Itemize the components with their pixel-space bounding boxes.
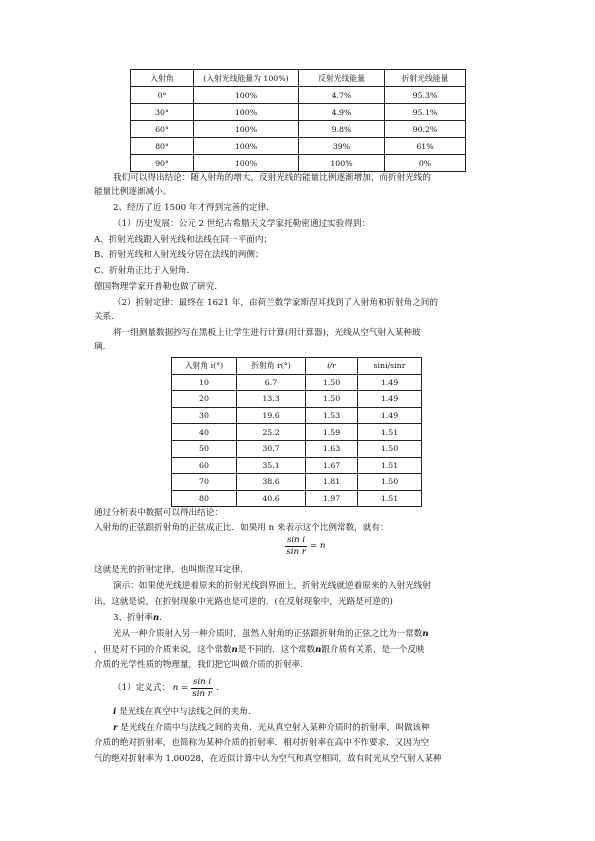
paragraph-measurement: 将一组测量数据抄写在黑板上让学生进行计算(用计算器)，光线从空气射入某种玻 [113,328,421,338]
table-cell: 1.97 [306,490,358,507]
text-span: 是不同的．这个常数 [237,645,316,655]
paragraph-index-def [113,629,429,640]
variable-n: n [422,629,429,639]
table-cell: 40.6 [237,490,306,507]
table-cell: 9.8% [299,121,385,138]
table-cell: 1.49 [358,407,422,424]
table-cell: 100% [194,121,299,138]
paragraph-history: （1）历史发展：公元 2 世纪古希腊天文学家托勒密通过实验得到： [113,219,371,229]
table-cell: 19.6 [237,407,306,424]
table-cell: 60 [172,457,237,474]
table-cell: 39% [299,138,385,155]
equation-fraction [285,535,307,558]
table-cell: 4.7% [299,87,385,104]
equation-end: . [215,683,219,693]
snell-equation [285,535,325,558]
table-cell: 6.7 [237,374,306,391]
table-cell: 1.53 [306,407,358,424]
table-row [131,87,466,104]
paragraph-snell-law: 这就是光的折射定律，也叫斯涅耳定律. [94,565,243,575]
text-span: 跟介质有关系，是一个反映 [321,645,425,655]
text-span: 是光线在介质中与法线之间的夹角．光从真空射入某种介质时的折射率，叫做该种 [117,723,430,733]
table-cell: 1.49 [358,391,422,408]
paragraph-index-def-cont [94,645,425,656]
table-cell: 80° [131,138,194,155]
paragraph-demo-cont: 出，这就是说，在折射现象中光路也是可逆的．(在反射现象中，光路是可逆的) [94,597,393,607]
table-row [131,104,466,121]
paragraph-r-def-cont: 介质的绝对折射率，也简称为某种介质的折射率．相对折射率在高中不作要求．又因为空 [94,738,430,748]
variable-r: r [113,723,118,733]
table-header-cell: i/r [306,358,358,375]
table-cell: 13.3 [237,391,306,408]
table-cell: 1.59 [306,424,358,441]
table-header-cell: 折射光线能量 [385,70,466,87]
table-cell: 61% [385,138,466,155]
heading-punct: . [159,613,162,623]
table-row [172,474,422,491]
table-cell: 20 [172,391,237,408]
table-cell: 1.81 [306,474,358,491]
variable-n: n [315,645,322,655]
table-row [131,155,466,172]
table-header-cell: 入射角 [131,70,194,87]
table-cell: 1.50 [358,474,422,491]
table-header-cell: 入射角 i(°) [172,358,237,375]
equation-rhs: = n [309,541,326,551]
table-cell: 50 [172,440,237,457]
table-row [172,490,422,507]
variable-i: i [113,707,117,717]
paragraph-r-def-end: 气的绝对折射率为 1.00028，在近似计算中认为空气和真空相同，故有时光从空气射入某种 [94,754,442,764]
table-cell: 100% [299,155,385,172]
table-cell: 38.6 [237,474,306,491]
equation-numerator: sin i [287,535,306,545]
equation-denominator: sin r [286,547,306,557]
table-row [131,121,466,138]
variable-n: n [152,613,160,623]
table-row [131,138,466,155]
table-cell: 95.3% [385,87,466,104]
table-cell: 30° [131,104,194,121]
paragraph-measurement-cont: 璃. [94,342,106,352]
table-header-cell: (入射光线能量为 100%) [194,70,299,87]
table-cell: 1.67 [306,457,358,474]
section-heading-3 [113,613,162,624]
definition-label: （1）定义式： [113,683,171,693]
table-body [172,374,422,507]
table-header-cell: 折射角 r(°) [237,358,306,375]
table-cell: 90° [131,155,194,172]
table-cell: 0% [385,155,466,172]
table-body [131,87,466,172]
table-cell: 1.51 [358,424,422,441]
paragraph-r-def [113,723,430,734]
table-cell: 30 [172,407,237,424]
table-cell: 60° [131,121,194,138]
paragraph-law: （2）折射定律：最终在 1621 年，由荷兰数学家斯涅耳找到了入射角和折射角之间的 [113,298,438,308]
definition-line [113,677,219,700]
table-row [172,391,422,408]
table-cell: 25.2 [237,424,306,441]
table-cell: 35.1 [237,457,306,474]
table-header-row [131,70,466,87]
table-cell: 1.50 [358,440,422,457]
text-span: 光从一种介质射入另一种介质时，虽然入射角的正弦跟折射角的正弦之比为一常数 [113,629,423,639]
table-cell: 10 [172,374,237,391]
equation-denominator: sin r [192,689,212,699]
table-cell: 1.49 [358,374,422,391]
paragraph-analysis: 通过分析表中数据可以得出结论： [94,508,223,518]
table-cell: 100% [194,138,299,155]
text-span: ，但是对不同的介质来说，这个常数 [94,645,232,655]
section-heading-2: 2、经历了近 1500 年才得到完善的定律. [113,203,269,213]
refraction-data-table [171,357,422,507]
equation-lhs: n = [172,683,189,693]
table-row [172,374,422,391]
table-row [172,457,422,474]
paragraph-demo: 演示：如果使光线逆着原来的折射光线到界面上，折射光线就逆着原来的入射光线射 [113,581,431,591]
energy-table [130,69,466,172]
table-cell: 40 [172,424,237,441]
paragraph-conclusion-cont: 能量比例逐渐减小。 [94,187,172,197]
text-span: 是光线在真空中与法线之间的夹角. [116,707,251,717]
table-row [172,440,422,457]
heading-text: 3、折射率 [113,613,153,623]
table-cell: 95.1% [385,104,466,121]
paragraph-index-def-end: 介质的光学性质的物理量，我们把它叫做介质的折射率. [94,660,303,670]
table-header-row [172,358,422,375]
paragraph-law-cont: 关系. [94,312,114,322]
table-cell: 100% [194,104,299,121]
table-cell: 90.2% [385,121,466,138]
paragraph-i-def [113,707,251,718]
table-cell: 4.9% [299,104,385,121]
equation-numerator: sin i [192,677,212,687]
table-cell: 30.7 [237,440,306,457]
list-item-a: A、折射光线跟入射光线和法线在同一平面内； [94,235,273,245]
table-row [172,424,422,441]
table-cell: 1.63 [306,440,358,457]
variable-n: n [231,645,238,655]
paragraph-kepler: 德国物理学家开普勒也做了研究. [94,282,218,292]
table-cell: 1.50 [306,374,358,391]
table-header-cell: sini/sinr [358,358,422,375]
list-item-b: B、折射光线和入射光线分居在法线的两侧； [94,250,264,260]
table-cell: 100% [194,87,299,104]
paragraph-conclusion: 我们可以得出结论：随入射角的增大，反射光线的能量比例逐渐增加，而折射光线的 [113,173,431,183]
table-cell: 100% [194,155,299,172]
paragraph-proportion: 入射角的正弦跟折射角的正弦成正比．如果用 n 来表示这个比例常数，就有： [94,523,389,533]
equation-fraction [191,677,213,700]
table-cell: 1.51 [358,490,422,507]
table-cell: 80 [172,490,237,507]
table-cell: 1.50 [306,391,358,408]
table-cell: 70 [172,474,237,491]
table-row [172,407,422,424]
list-item-c: C、折射角正比于入射角. [94,266,190,276]
table-cell: 1.51 [358,457,422,474]
table-header-cell: 反射光线能量 [299,70,385,87]
table-cell: 0° [131,87,194,104]
